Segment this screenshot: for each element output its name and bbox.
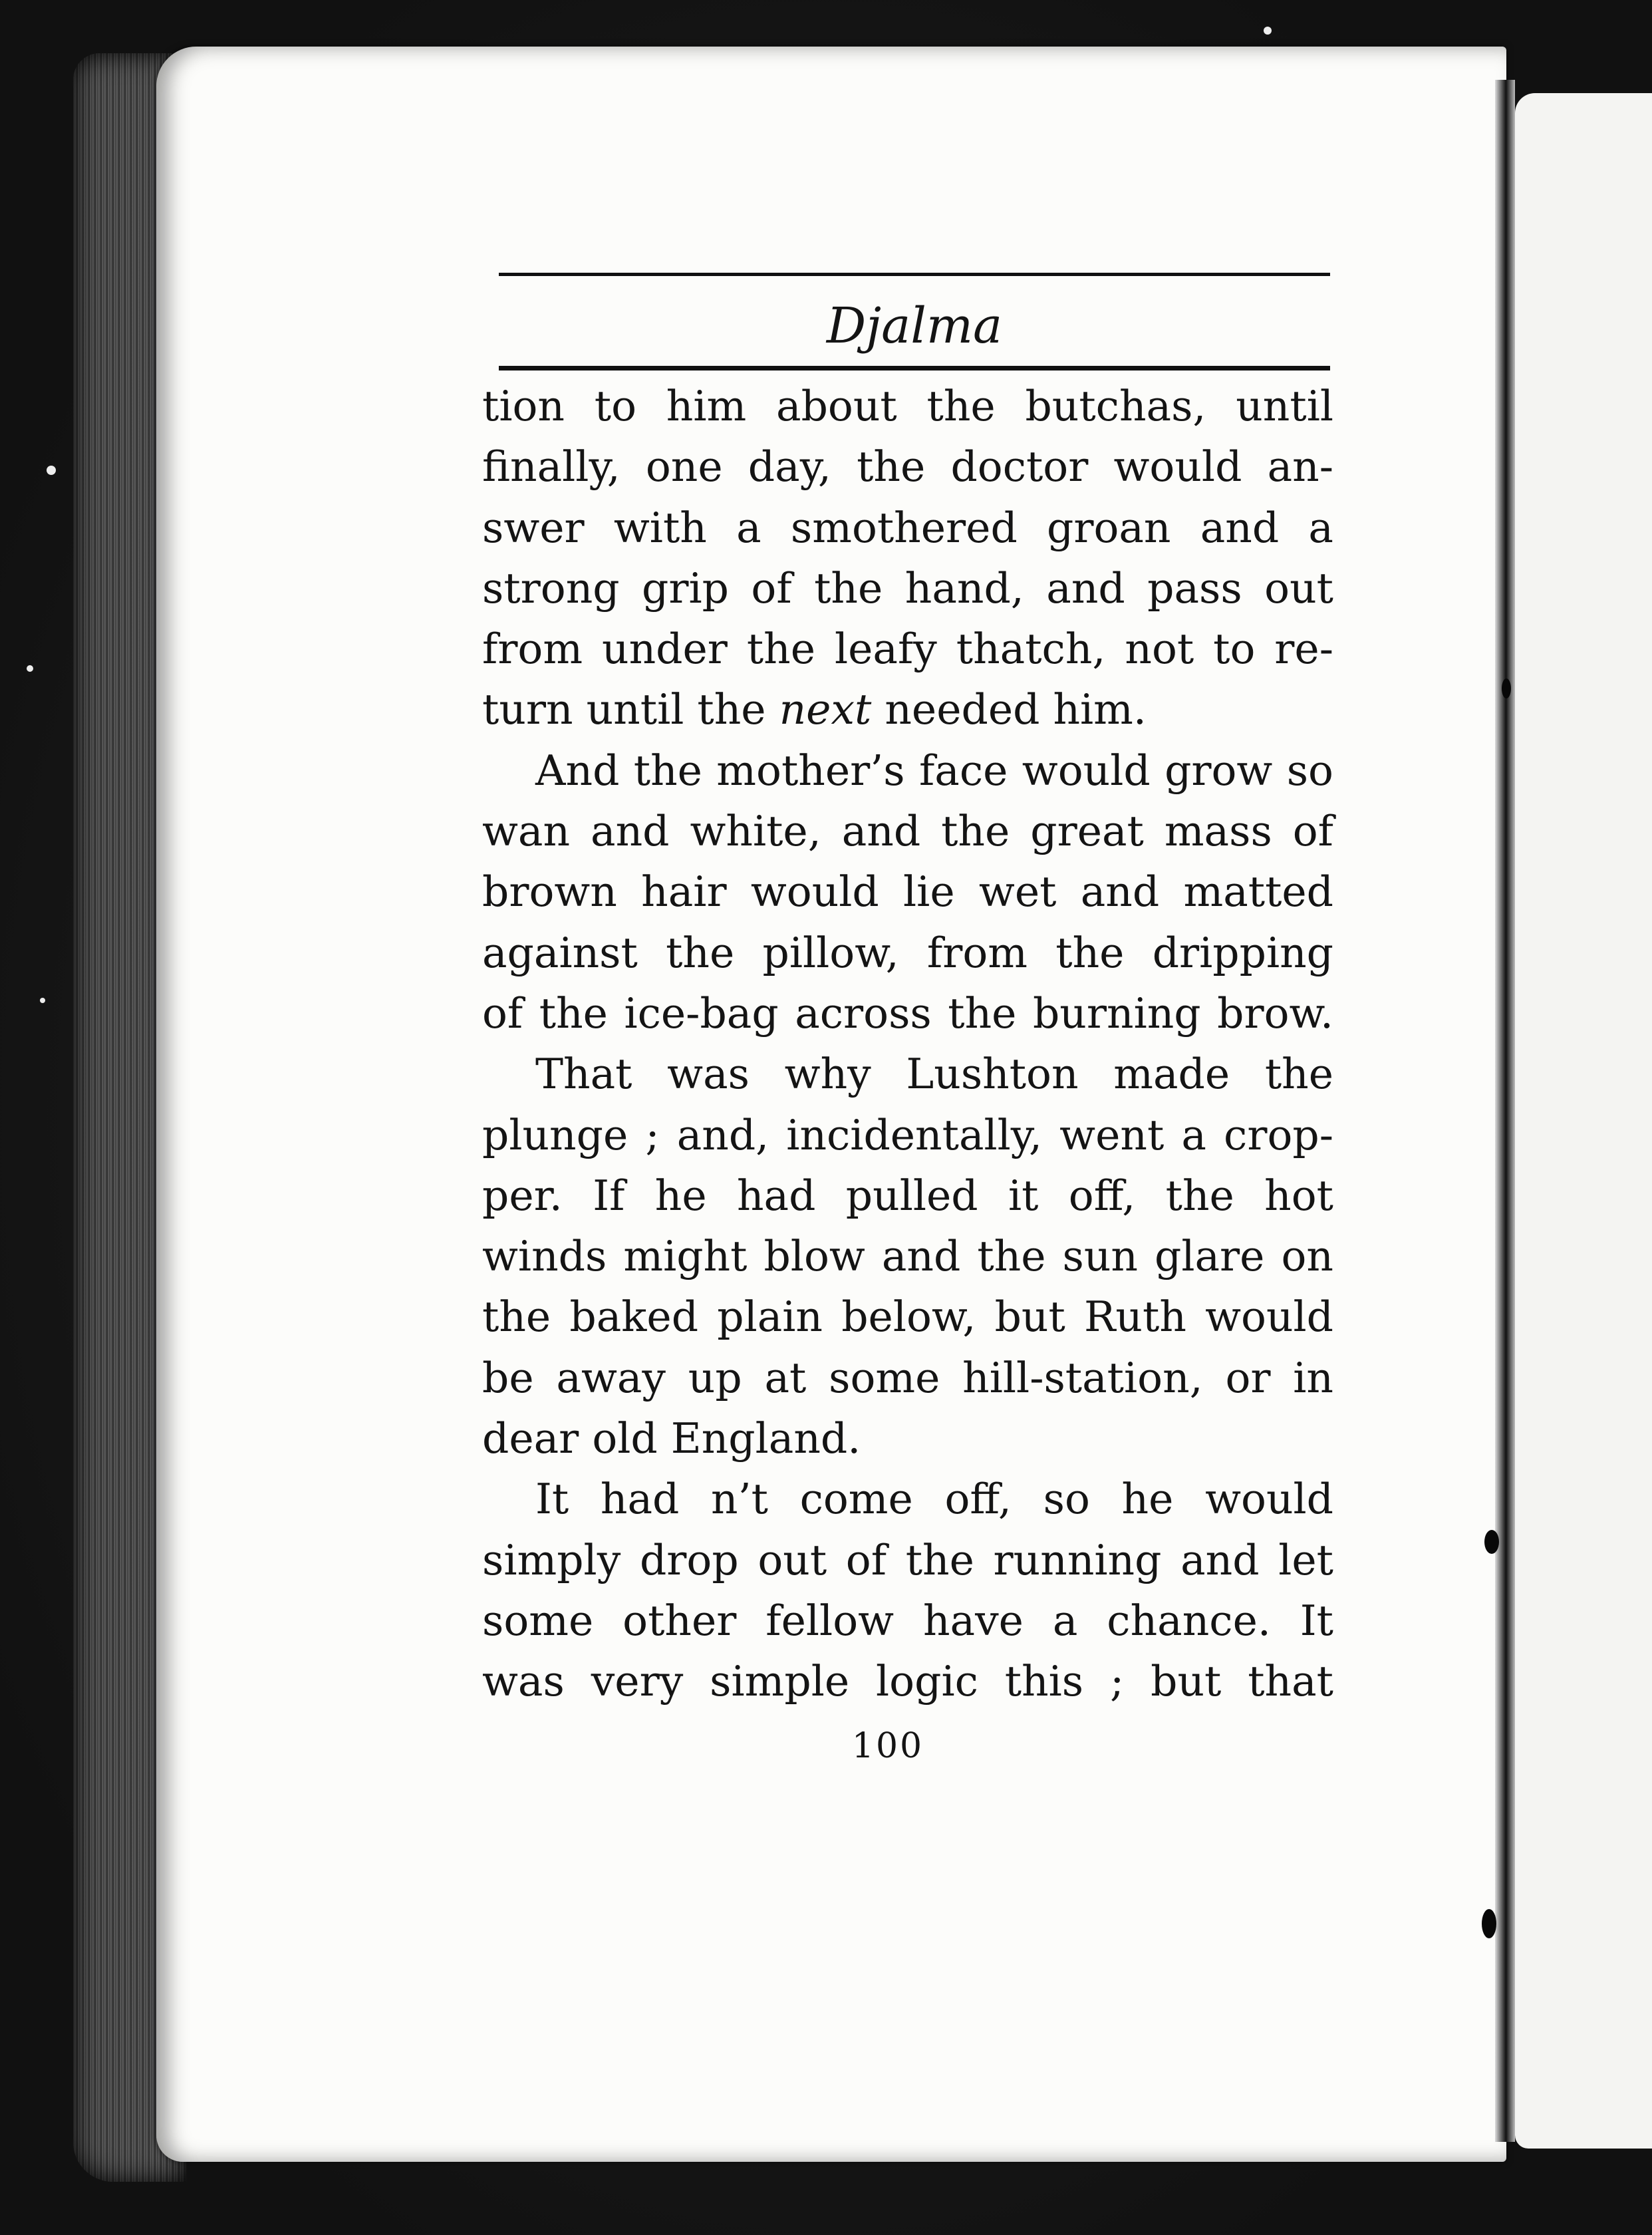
text-line: simply drop out of the running and let bbox=[482, 1535, 1333, 1584]
page-number: 100 bbox=[851, 1726, 924, 1766]
header-rule-top bbox=[499, 273, 1330, 276]
dust-speck bbox=[1264, 27, 1272, 35]
text-fragment: turn until the bbox=[482, 685, 779, 734]
binding-blot bbox=[1482, 1909, 1496, 1938]
paragraph-first-line: It had n’t come off, so he would bbox=[535, 1475, 1333, 1524]
binding-blot bbox=[1502, 678, 1511, 698]
text-line: was very simple logic this ; but that bbox=[482, 1657, 1333, 1706]
text-line: strong grip of the hand, and pass out bbox=[482, 563, 1333, 613]
text-line: per. If he had pulled it off, the hot bbox=[482, 1171, 1333, 1220]
text-line: wan and white, and the great mass of bbox=[482, 807, 1333, 856]
text-line: be away up at some hill-station, or in bbox=[482, 1353, 1333, 1402]
paragraph-first-line: And the mother’s face would grow so bbox=[535, 746, 1333, 795]
text-line: winds might blow and the sun glare on bbox=[482, 1232, 1333, 1281]
book-gutter bbox=[1495, 80, 1515, 2142]
text-line bbox=[482, 679, 1333, 740]
dust-speck bbox=[40, 998, 45, 1003]
body-text bbox=[482, 376, 1333, 1712]
text-line: from under the leafy thatch, not to re- bbox=[482, 625, 1333, 674]
header-rule-bottom bbox=[499, 366, 1330, 371]
text-fragment: needed him. bbox=[871, 685, 1147, 734]
text-line: plunge ; and, incidentally, went a crop- bbox=[482, 1110, 1333, 1159]
paragraph-first-line: That was why Lushton made the bbox=[535, 1050, 1333, 1099]
italic-word: next bbox=[779, 685, 872, 734]
text-line: tion to him about the butchas, until bbox=[482, 382, 1333, 430]
text-line: finally, one day, the doctor would an- bbox=[482, 442, 1333, 492]
dust-speck bbox=[47, 466, 56, 475]
facing-page bbox=[1515, 93, 1652, 2149]
binding-blot bbox=[1484, 1530, 1499, 1554]
text-line: dear old England. bbox=[482, 1414, 861, 1463]
text-line: against the pillow, from the dripping bbox=[482, 928, 1333, 977]
running-head-title: Djalma bbox=[826, 297, 1003, 355]
text-line: swer with a smothered groan and a bbox=[482, 503, 1333, 552]
dust-speck bbox=[27, 665, 33, 672]
text-line: some other fellow have a chance. It bbox=[482, 1596, 1333, 1645]
text-line: brown hair would lie wet and matted bbox=[482, 867, 1333, 917]
text-line: the baked plain below, but Ruth would bbox=[482, 1292, 1333, 1342]
text-line: of the ice-bag across the burning brow. bbox=[482, 988, 1333, 1038]
running-head bbox=[499, 266, 1330, 379]
